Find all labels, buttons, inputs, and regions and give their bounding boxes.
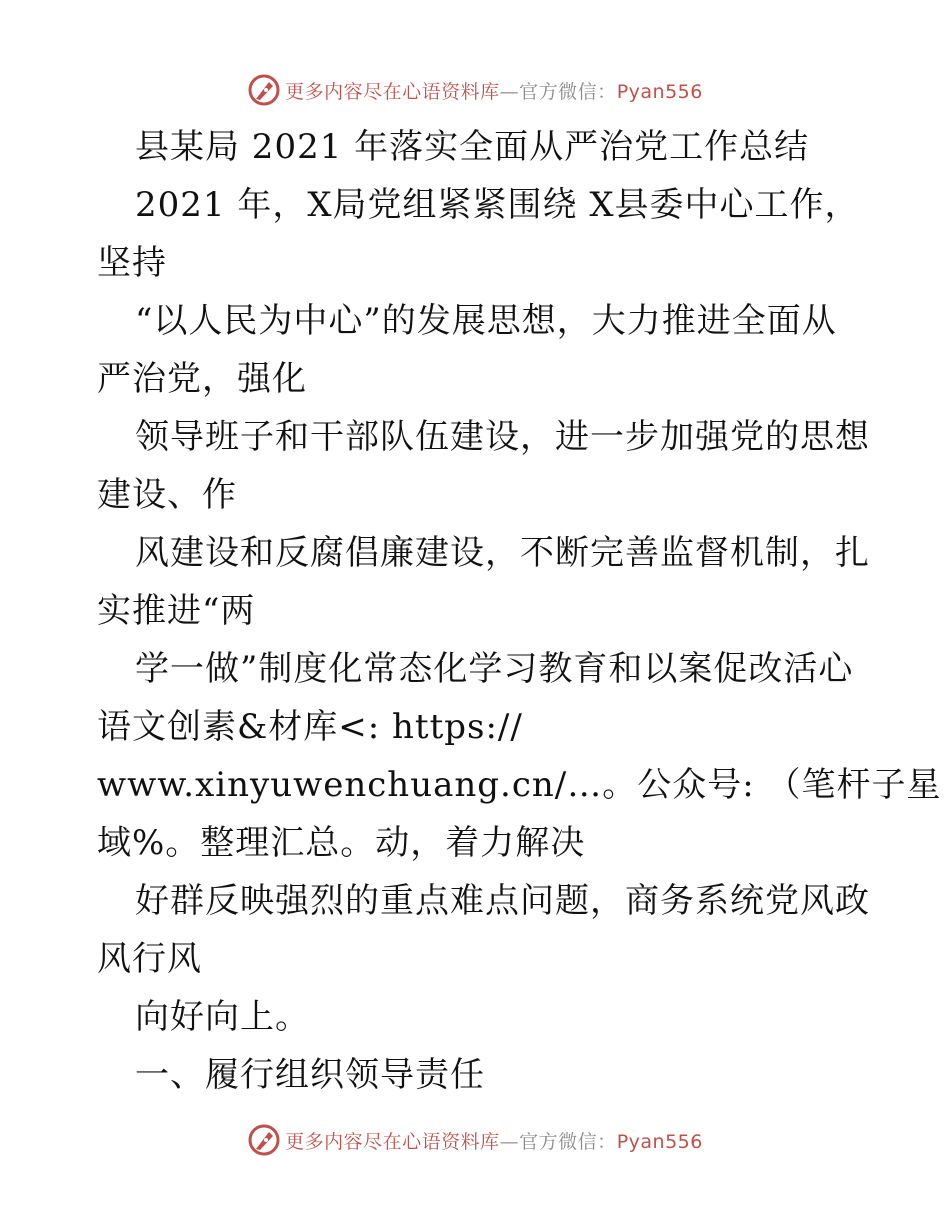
text-line: www.xinyuwenchuang.cn/…。公众号: （笔杆子星: [97, 765, 942, 805]
watermark-header: [0, 70, 950, 110]
watermark-text: 更多内容尽在心语资料库—官方微信：Pyan556: [285, 1130, 703, 1153]
text-line: 好群反映强烈的重点难点问题，商务系统党风政: [135, 881, 870, 921]
text-line: 风建设和反腐倡廉建设，不断完善监督机制，扎: [135, 533, 870, 573]
text-line: 实推进“两: [97, 591, 256, 631]
text-line: 坚持: [97, 243, 167, 283]
pen-nib-circle-icon: [247, 1123, 281, 1157]
text-line: 领导班子和干部队伍建设，进一步加强党的思想: [135, 417, 870, 457]
text-line: 向好向上。: [135, 997, 310, 1037]
watermark-footer: [0, 1120, 950, 1160]
text-line: 2021 年，X局党组紧紧围绕 X县委中心工作，: [135, 185, 860, 225]
document-body: [97, 118, 942, 1104]
text-line: 建设、作: [97, 475, 237, 515]
watermark-text: 更多内容尽在心语资料库—官方微信：Pyan556: [285, 80, 703, 103]
text-line: 域%。整理汇总。动，着力解决: [97, 823, 586, 863]
text-line: 语文创素&材库<: https://: [97, 707, 523, 747]
text-line: 严治党，强化: [97, 359, 307, 399]
text-line: 风行风: [97, 939, 202, 979]
text-line: 学一做”制度化常态化学习教育和以案促改活心: [135, 649, 854, 689]
document-title: 县某局 2021 年落实全面从严治党工作总结: [135, 127, 810, 167]
text-line: “以人民为中心”的发展思想，大力推进全面从: [135, 301, 837, 341]
section-heading: 一、履行组织领导责任: [135, 1055, 485, 1095]
pen-nib-circle-icon: [247, 73, 281, 107]
